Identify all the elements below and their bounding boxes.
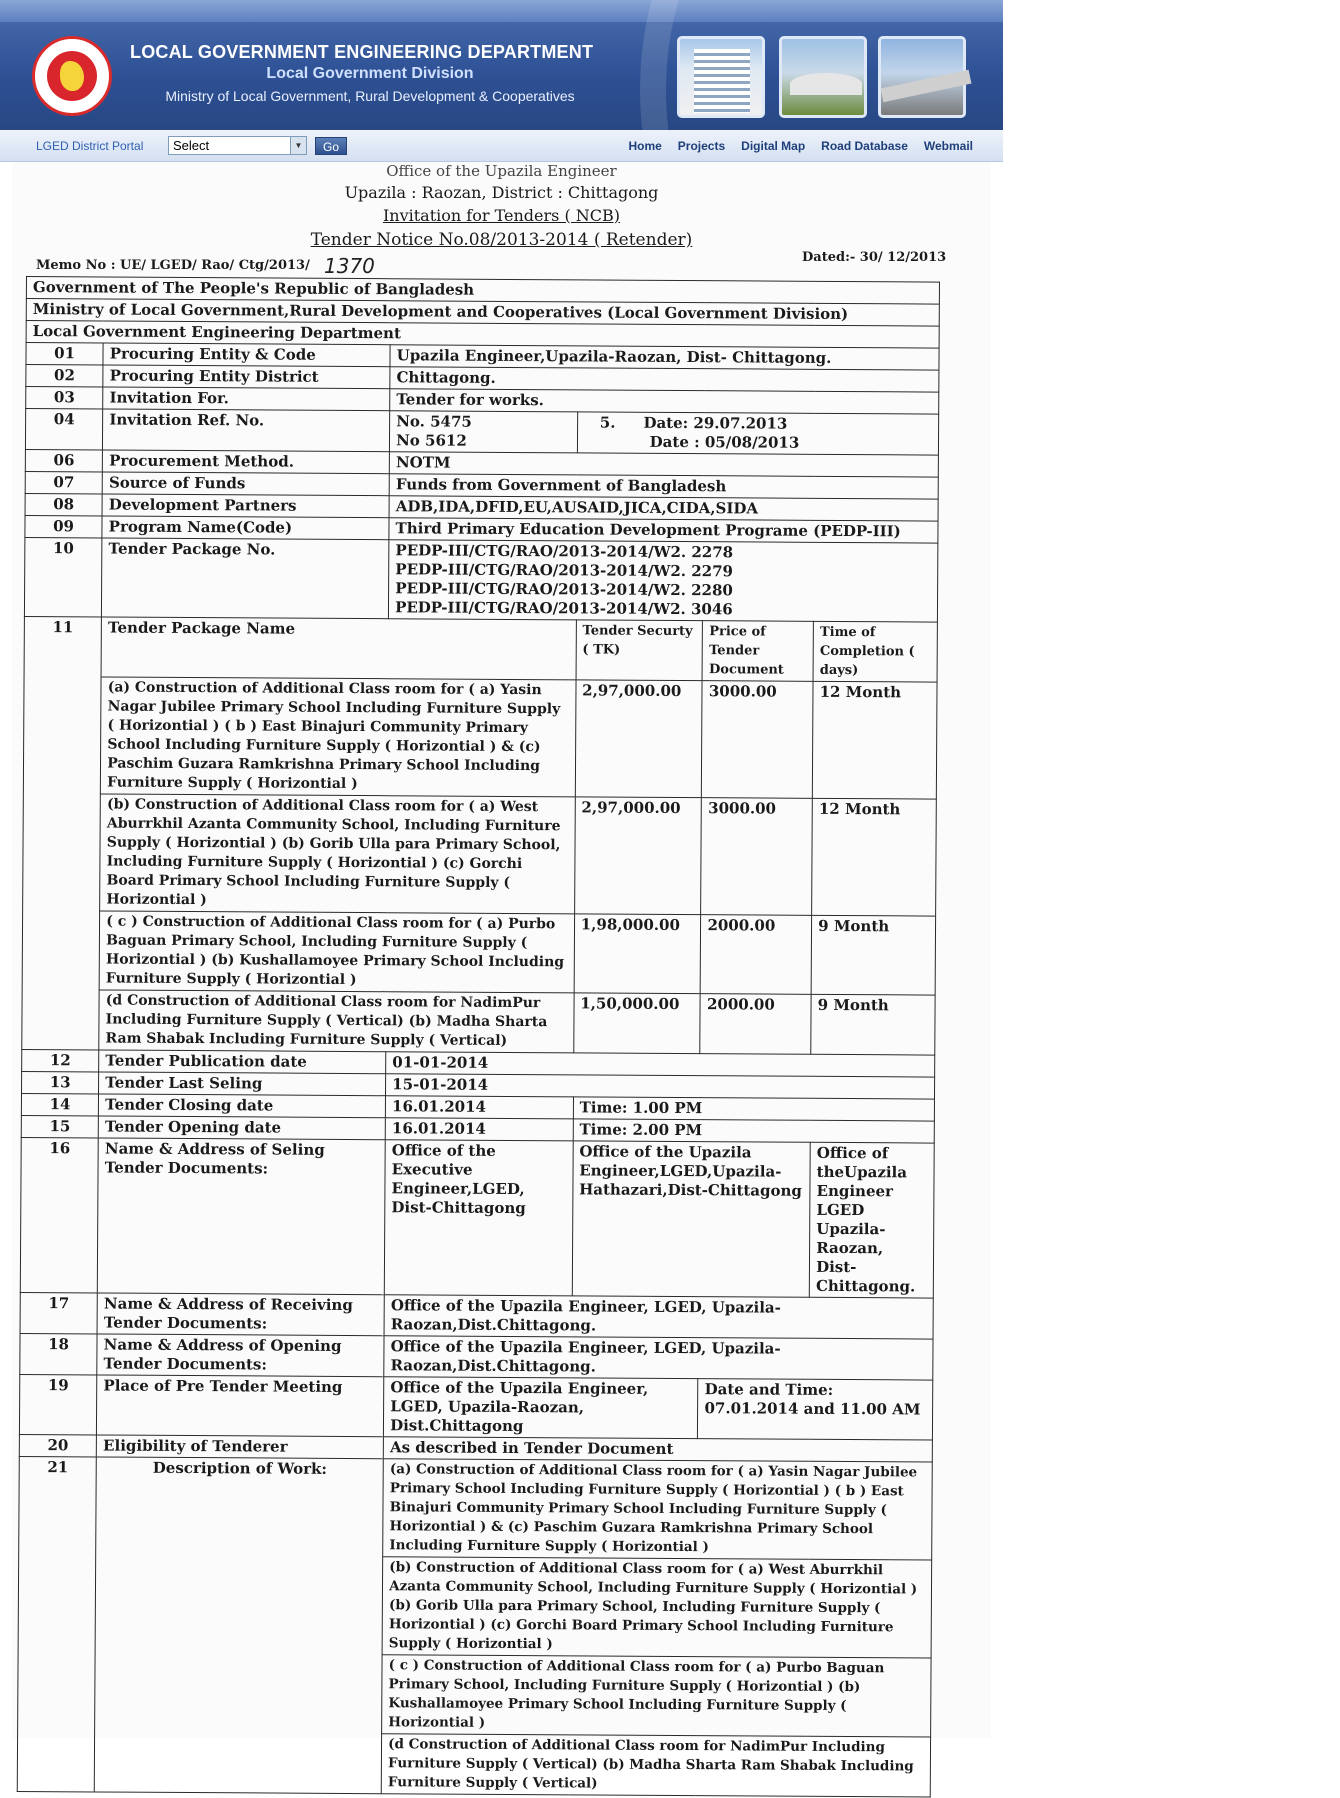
row-value: Upazila Engineer,Upazila-Raozan, Dist- Chittagong. [390,345,939,370]
tender-table [17,276,940,1798]
structure-image [790,73,862,95]
structure-photo [779,36,867,118]
row-number: 10 [24,537,102,616]
row-value: Office of the Upazila Engineer, LGED, Upazila- Raozan,Dist.Chittagong. [384,1336,933,1380]
top-nav-links [628,139,973,153]
bangladesh-map-icon [60,61,84,91]
row-number: 20 [19,1434,96,1456]
row-label: Invitation For. [103,387,390,411]
package-time: 12 Month [812,681,937,799]
department-title: LOCAL GOVERNMENT ENGINEERING DEPARTMENT [130,42,594,62]
package-number: PEDP-III/CTG/RAO/2013-2014/W2. 2278 [395,541,734,562]
row-number: 17 [20,1292,97,1333]
building-photo [677,36,765,118]
row-label: Procuring Entity District [103,365,390,389]
invitation-heading: Invitation for Tenders ( NCB) [382,206,621,225]
department-row: Local Government Engineering Department [26,321,939,349]
nav-link-webmail[interactable]: Webmail [923,139,973,153]
row-label: Place of Pre Tender Meeting [97,1375,384,1437]
package-security: 1,50,000.00 [573,993,700,1054]
government-name: Government of The People's Republic of Bangladesh [26,277,939,305]
row-number: 19 [19,1374,97,1434]
ref-date-1: Date: 29.07.2013 [643,413,788,433]
package-name: (a) Construction of Additional Class room for ( a) Yasin Nagar Jubilee Primary School Including Furniture Supply ( Horizontial ) ( b ) East Binajuri Community Primary School Including Furniture Supply ( Horizontial ) & (c) Paschim Guzara Ramkrishna Primary School Including Furniture Supply ( Horizontial ) [101,677,576,797]
package-number: PEDP-III/CTG/RAO/2013-2014/W2. 3046 [395,598,733,619]
division-subtitle: Local Government Division [266,65,474,82]
row-number: 21 [17,1456,96,1791]
go-button[interactable]: Go [315,137,347,155]
row-label: Tender Publication date [99,1050,386,1074]
work-description: ( c ) Construction of Additional Class room for ( a) Purbo Baguan Primary School, Including Furniture Supply ( Horizontial ) (b) Kushallamoyee Primary School Including Furniture Supply ( Horizontial ) [382,1655,931,1737]
work-description: (d Construction of Additional Class room for NadimPur Including Furniture Supply ( Vertical) (b) Madha Sharta Ram Shabak Including Furniture Supply ( Vertical) [381,1734,930,1797]
row-label: Description of Work: [94,1457,383,1794]
table-row [24,537,937,622]
row-value: Funds from Government of Bangladesh [389,474,938,499]
package-price: 2000.00 [700,994,811,1055]
seal-red-disc [47,51,97,101]
chevron-down-icon[interactable]: ▼ [290,137,306,154]
invitation-ref-dates [577,412,939,455]
navigation-bar [0,130,1003,162]
row-label: Eligibility of Tenderer [97,1435,384,1459]
nav-link-road-database[interactable]: Road Database [821,139,908,153]
row-number: 08 [25,493,102,515]
package-number: PEDP-III/CTG/RAO/2013-2014/W2. 2280 [395,579,733,600]
flyover-image [881,70,972,102]
table-row [22,989,935,1055]
district-select-value: Select [173,138,210,153]
row-value: Office of the Upazila Engineer, LGED, Upazila- Raozan,Dist.Chittagong. [384,1295,933,1339]
table-row [20,1333,933,1380]
table-row [25,409,938,456]
row-label: Invitation Ref. No. [103,409,390,452]
district-select[interactable] [168,136,307,155]
ref-item-five: 5. [599,413,616,432]
site-header [0,0,1003,130]
package-number: PEDP-III/CTG/RAO/2013-2014/W2. 2279 [395,560,734,581]
ref-number-1: No. 5475 [396,412,472,431]
row-value: 16.01.2014 [385,1096,573,1119]
row-label: Tender Opening date [98,1116,385,1140]
package-price: 2000.00 [701,915,812,995]
package-time: 9 Month [811,915,935,995]
work-description: (a) Construction of Additional Class room for ( a) Yasin Nagar Jubilee Primary School Including Furniture Supply ( Horizontial ) ( b ) East Binajuri Community Primary School Including Furniture Supply ( Horizontial ) & (c) Paschim Guzara Ramkrishna Primary School Including Furniture Supply ( Horizontial ) [383,1459,932,1560]
ministry-row: Ministry of Local Government,Rural Development and Cooperatives (Local Government Division) [26,299,939,327]
row-number: 04 [25,409,102,450]
selling-office-1: Office of the Executive Engineer,LGED, Dist-Chittagong [384,1140,573,1296]
office-heading: Office of the Upazila Engineer [386,162,617,180]
table-row [19,1456,933,1560]
package-number-list [389,540,938,622]
row-number: 02 [26,365,103,387]
district-portal-label: LGED District Portal [36,139,144,153]
row-label: Tender Package Name [101,617,576,680]
table-row [20,1137,934,1298]
row-label: Tender Last Seling [99,1072,386,1096]
row-value: Tender for works. [390,389,939,414]
package-security: 1,98,000.00 [574,914,701,994]
row-label: Procurement Method. [103,450,390,474]
package-security: 2,97,000.00 [574,797,701,915]
row-number: 14 [21,1093,98,1115]
row-label: Tender Closing date [99,1094,386,1118]
package-name: (b) Construction of Additional Class room for ( a) West Aburrkhil Azanta Community School, Including Furniture Supply ( Horizontial ) (b) Gorib Ulla para Primary School, Including Furniture Supply ( Horizontial ) (c) Gorchi Board Primary School Including Furniture Supply ( Horizontial ) [100,794,575,914]
row-label: Tender Package No. [102,538,389,619]
row-value: As described in Tender Document [383,1437,932,1462]
package-name: (d Construction of Additional Class room for NadimPur Including Furniture Supply ( Vertical) (b) Madha Sharta Ram Shabak Including Furniture Supply ( Vertical) [99,990,574,1053]
row-number: 11 [22,616,102,1049]
ref-date-line [584,413,932,434]
government-seal-logo[interactable] [32,36,112,116]
closing-time: Time: 1.00 PM [573,1097,934,1121]
tender-notice-number: Tender Notice No.08/2013-2014 ( Retender) [310,230,693,250]
package-price: 3000.00 [701,798,812,916]
row-value: Chittagong. [390,367,939,392]
package-price: 3000.00 [702,681,813,799]
row-number: 03 [26,387,103,409]
flyover-photo [878,36,966,118]
table-row [19,1374,932,1440]
row-number: 16 [20,1137,98,1292]
row-value: 16.01.2014 [385,1118,573,1141]
row-number: 13 [22,1071,99,1093]
selling-office-3: Office of theUpazila Engineer LGED Upazila-Raozan, Dist-Chittagong. [809,1142,934,1298]
row-number: 15 [21,1115,98,1137]
row-number: 12 [22,1049,99,1071]
table-row [23,793,937,916]
row-label: Name & Address of Receiving Tender Documents: [97,1293,384,1336]
row-value: ADB,IDA,DFID,EU,AUSAID,JICA,CIDA,SIDA [389,496,938,521]
invitation-ref-numbers [390,411,578,453]
row-label: Name & Address of Opening Tender Documents: [97,1334,384,1377]
table-row [24,616,937,682]
row-label: Procuring Entity & Code [103,343,390,367]
ministry-name: Ministry of Local Government, Rural Development & Cooperatives [165,88,575,104]
nav-link-digital-map[interactable]: Digital Map [741,139,806,153]
col-header-security: Tender Securty ( TK) [576,620,703,681]
package-security: 2,97,000.00 [575,680,702,798]
row-number: 01 [26,343,103,365]
row-value: 15-01-2014 [386,1074,935,1099]
row-value: Third Primary Education Development Programe (PEDP-III) [389,518,938,543]
row-label: Program Name(Code) [102,516,389,540]
row-number: 06 [25,449,102,471]
row-label: Source of Funds [102,472,389,496]
ref-date-2: Date : 05/08/2013 [649,432,800,452]
package-time: 12 Month [812,798,937,916]
meeting-date-time: Date and Time: 07.01.2014 and 11.00 AM [698,1379,933,1440]
row-label: Development Partners [102,494,389,518]
nav-link-home[interactable]: Home [628,139,662,153]
memo-number: Memo No : UE/ LGED/ Rao/ Ctg/2013/ [36,258,310,273]
nav-link-projects[interactable]: Projects [677,139,726,153]
package-name: ( c ) Construction of Additional Class room for ( a) Purbo Baguan Primary School, Including Furniture Supply ( Horizontial ) (b) Kushallamoyee Primary School Including Furniture Supply ( Horizontial ) [99,911,574,993]
row-value: 01-01-2014 [386,1052,935,1077]
tender-notice-document [12,162,991,1792]
row-label: Name & Address of Seling Tender Documents: [98,1138,386,1295]
table-row [23,676,937,799]
col-header-price: Price of Tender Document [702,621,813,682]
opening-time: Time: 2.00 PM [573,1119,934,1143]
col-header-time: Time of Completion ( days) [813,621,937,682]
row-number: 18 [20,1333,97,1374]
table-row [20,1292,933,1339]
row-number: 09 [25,515,102,537]
work-description: (b) Construction of Additional Class room for ( a) West Aburrkhil Azanta Community School, Including Furniture Supply ( Horizontial ) (b) Gorib Ulla para Primary School, Including Furniture Supply ( Horizontial ) (c) Gorchi Board Primary School Including Furniture Supply ( Horizontial ) [382,1557,931,1658]
selling-office-2: Office of the Upazila Engineer,LGED,Upazila-Hathazari,Dist-Chittagong [572,1141,810,1297]
ref-number-2: No 5612 [396,431,467,450]
notice-date: Dated:- 30/ 12/2013 [802,250,947,265]
row-number: 07 [25,471,102,493]
table-row [22,910,935,995]
row-value: NOTM [389,452,938,477]
upazila-heading: Upazila : Raozan, District : Chittagong [344,183,659,202]
memo-handwritten-number: 1370 [324,254,375,278]
meeting-place: Office of the Upazila Engineer, LGED, Upazila-Raozan, Dist.Chittagong [384,1377,699,1439]
package-time: 9 Month [811,994,935,1055]
building-image [694,49,750,113]
